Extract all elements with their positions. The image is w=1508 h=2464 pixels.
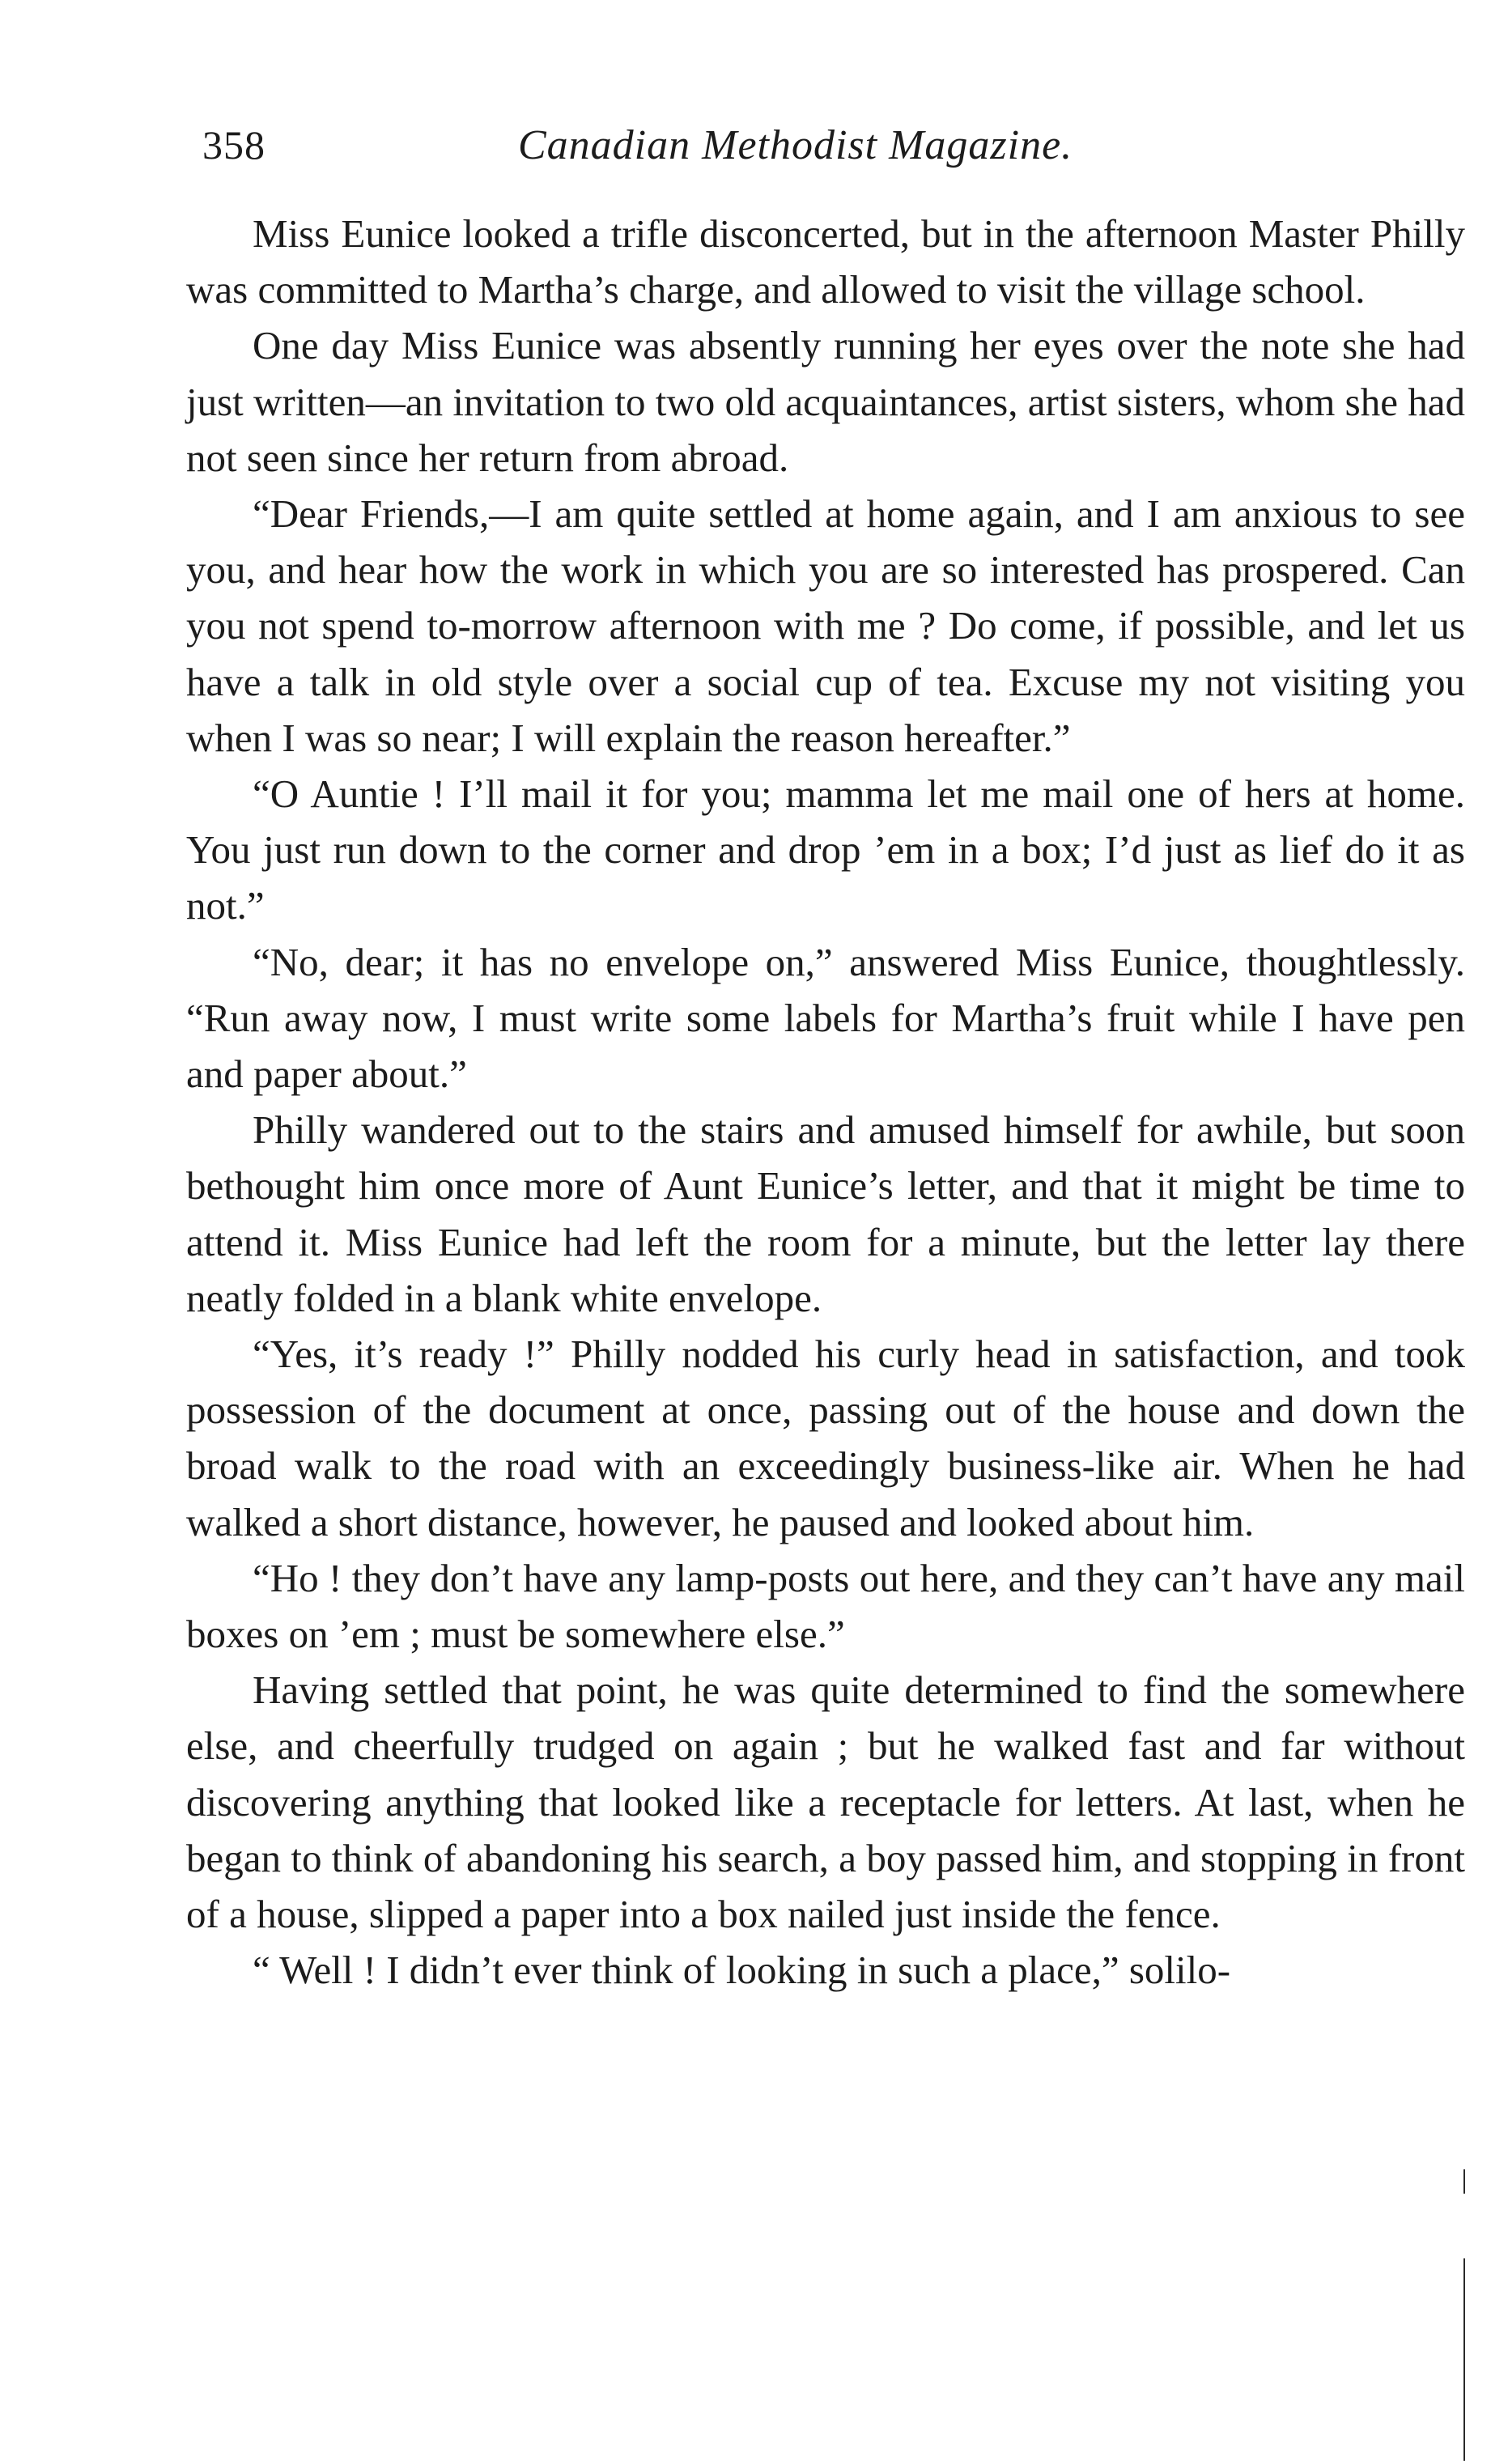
paragraph: “Ho ! they don’t have any lamp-posts out here, and they can’t have any mail boxes on ’em ; must be somewhere else.” bbox=[186, 1555, 1465, 1657]
paragraph: “No, dear; it has no envelope on,” answered Miss Eunice, thoughtlessly. “Run away now, I must write some labels for Martha’s fruit while I have pen and paper about.” bbox=[186, 939, 1465, 1097]
paragraph: Philly wandered out to the stairs and amused himself for awhile, but soon bethought him once more of Aunt Eunice’s letter, and that it might be time to attend it. Miss Eunice had left the room for a minute, but the letter lay there neatly folded in a blank white envelope. bbox=[186, 1107, 1465, 1320]
scan-edge-mark bbox=[1463, 2169, 1465, 2194]
paragraph: Miss Eunice looked a trifle disconcerted, but in the afternoon Master Philly was committed to Martha’s charge, and allowed to visit the village school. bbox=[186, 211, 1465, 312]
paragraph: Having settled that point, he was quite determined to find the somewhere else, and cheerfully trudged on again ; but he walked fast and far without discovering anything that looked like a receptacle for letters. At last, when he began to think of abandoning his search, a boy passed him, and stopping in front of a house, slipped a paper into a box nailed just inside the fence. bbox=[186, 1667, 1465, 1937]
paragraph-continued: “ Well ! I didn’t ever think of looking in such a place,” solilo- bbox=[253, 1948, 1231, 1993]
letter-paragraph: “Dear Friends,—I am quite settled at home again, and I am anxious to see you, and hear how the work in which you are so interested has prospered. Can you not spend to-morrow afternoon with me ? Do come, if possible, and let us have a talk in old style over a social cup of tea. Excuse my not visiting you when I was so near; I will explain the reason hereafter.” bbox=[186, 491, 1465, 760]
scan-edge-mark bbox=[1463, 2258, 1465, 2461]
body-text bbox=[186, 206, 1465, 1999]
running-head bbox=[186, 121, 1465, 194]
book-page bbox=[186, 121, 1465, 1993]
paragraph: One day Miss Eunice was absently running her eyes over the note she had just written—an invitation to two old acquaintances, artist sisters, whom she had not seen since her return from abroad. bbox=[186, 323, 1465, 480]
journal-title: Canadian Methodist Magazine. bbox=[518, 122, 1073, 168]
paragraph: “O Auntie ! I’ll mail it for you; mamma let me mail one of hers at home. You just run down to the corner and drop ’em in a box; I’d just as lief do it as not.” bbox=[186, 771, 1465, 928]
paragraph: “Yes, it’s ready !” Philly nodded his curly head in satisfaction, and took possession of the document at once, passing out of the house and down the broad walk to the road with an exceedingly business-like air. When he had walked a short distance, however, he paused and looked about him. bbox=[186, 1332, 1465, 1544]
page-number: 358 bbox=[202, 122, 265, 168]
